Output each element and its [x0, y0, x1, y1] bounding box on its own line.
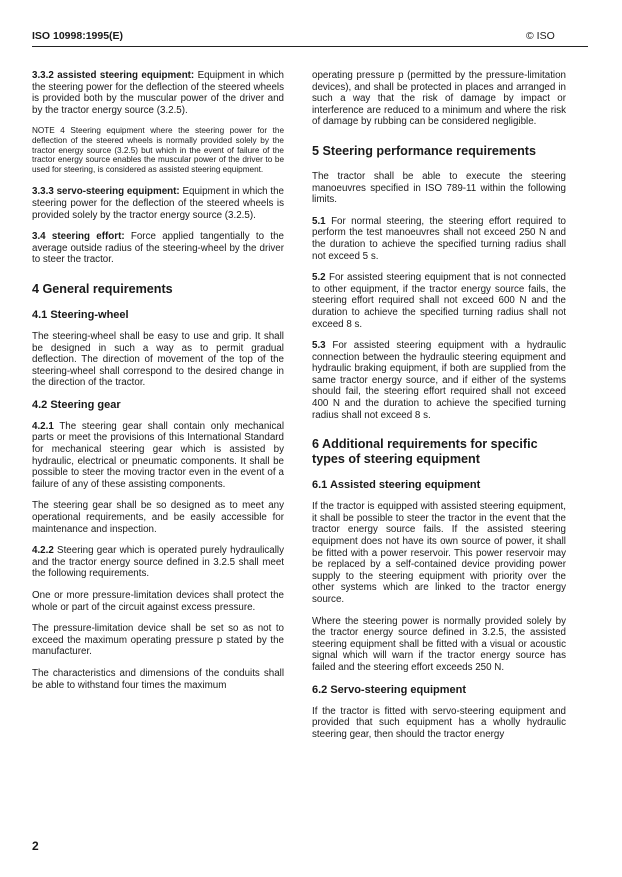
section-6-2-heading: 6.2 Servo-steering equipment — [312, 683, 467, 696]
clause-5-2: 5.2 For assisted steering equipment that is not connected to other equipment, if the tractor energy source fails, the steering effort required shall not exceed 600 N and the duration to achieve the specified turning radius shall not exceed 8 s. — [312, 272, 566, 330]
section-6-1-text: If the tractor is equipped with assisted steering equipment, it shall be possible to steer the tractor in the event that the tractor energy source fails. If the assisted steering equipment does not have its own source of power, it shall be fitted with a power reservoir. This power reservoir may be replaced by a self-contained device providing power supply to the steering equipment with priority over the other systems which are linked to the tractor energy source. — [312, 501, 566, 605]
continued-text: operating pressure p (permitted by the pressure-limitation devices), and shall be protected in places and arranged in such a way that the risk of damage by impact or interference are reduced to a minimum and where the risk of damage by rubbing can be considered negligible. — [312, 70, 566, 128]
clause-4-2-1: 4.2.1 The steering gear shall contain only mechanical parts or meet the provisions of this International Standard for mechanical steering gear which is assisted by hydraulic, electrical or pneumatic components. It shall be possible to steer the moving tractor even in the event of a failure of any of these assisting components. — [32, 420, 284, 490]
section-4-1-heading: 4.1 Steering-wheel — [32, 308, 129, 321]
clause-3-4: 3.4 steering effort: Force applied tangentially to the average outside radius of the steering-wheel by the driver to steer the tractor. — [32, 231, 284, 266]
section-6-heading: 6 Additional requirements for specific types of steering equipment — [312, 437, 538, 467]
section-5-text: The tractor shall be able to execute the steering manoeuvres specified in ISO 789-11 within the following limits. — [312, 170, 566, 206]
copyright-mark: © ISO — [526, 30, 555, 42]
clause-4-2-2: 4.2.2 Steering gear which is operated purely hydraulically and the tractor energy source defined in 3.2.5 shall meet the following requirements. — [32, 545, 284, 580]
clause-4-2-2-text-2: One or more pressure-limitation devices shall protect the whole or part of the circuit against excess pressure. — [32, 590, 284, 613]
section-4-2-heading: 4.2 Steering gear — [32, 398, 121, 411]
clause-4-2-2-text-4: The characteristics and dimensions of the conduits shall be able to withstand four times the maximum — [32, 667, 284, 691]
right-column — [312, 70, 566, 750]
page-number: 2 — [32, 839, 39, 853]
clause-4-2-1-text-2: The steering gear shall be so designed as to meet any operational requirements, and be easily accessible for maintenance and inspection. — [32, 500, 284, 535]
section-6-1-heading: 6.1 Assisted steering equipment — [312, 479, 481, 492]
clause-3-3-3: 3.3.3 servo-steering equipment: Equipment in which the steering power for the deflection of the steered wheels is provided solely by the tractor energy source (3.2.5). — [32, 186, 284, 221]
header-rule — [32, 46, 588, 47]
section-4-1-text: The steering-wheel shall be easy to use and grip. It shall be designed in such a way as to permit gradual deflection. The direction of movement of the top of the steering-wheel shall correspond to the desired change in the direction of the tractor. — [32, 330, 284, 389]
clause-5-1: 5.1 For normal steering, the steering effort required to perform the test manoeuvres shall not exceed 250 N and the duration to achieve the specified turning radius shall not exceed 5 s. — [312, 215, 566, 262]
clause-4-2-2-text-3: The pressure-limitation device shall be set so as not to exceed the maximum operating pressure p stated by the manufacturer. — [32, 623, 284, 658]
document-id: ISO 10998:1995(E) — [32, 30, 124, 42]
clause-5-3: 5.3 For assisted steering equipment with a hydraulic connection between the hydraulic steering equipment and hydraulic braking equipment, if both are supplied from the same tractor energy source, and if either of the systems should fail, the steering effort required shall not exceed 400 N and the duration to achieve the specified turning radius shall not exceed 8 s. — [312, 340, 566, 421]
section-6-2-text: If the tractor is fitted with servo-steering equipment and provided that such equipment has a wholly hydraulic steering gear, then should the tractor energy — [312, 705, 566, 740]
note-4: NOTE 4 Steering equipment where the steering power for the deflection of the steered wheels is normally provided solely by the tractor energy source (3.2.5) but which in the event of failure of the tractor energy source enables the muscular power of the driver to be used for steering, is considered as assisted steering equipment. — [32, 126, 284, 174]
section-5-heading: 5 Steering performance requirements — [312, 143, 536, 158]
section-6-1-text-2: Where the steering power is normally provided solely by the tractor energy source defined in 3.2.5, the assisted steering equipment shall be fitted with a visual or acoustic signal which will warn if the tractor energy source has failed and the steering effort exceeds 250 N. — [312, 615, 566, 673]
left-column — [32, 70, 284, 701]
clause-3-3-2: 3.3.2 assisted steering equipment: Equipment in which the steering power for the deflection of the steered wheels is provided both by the muscular power of the driver and by the tractor energy source (3.2.5). — [32, 70, 284, 116]
section-4-heading: 4 General requirements — [32, 281, 173, 296]
